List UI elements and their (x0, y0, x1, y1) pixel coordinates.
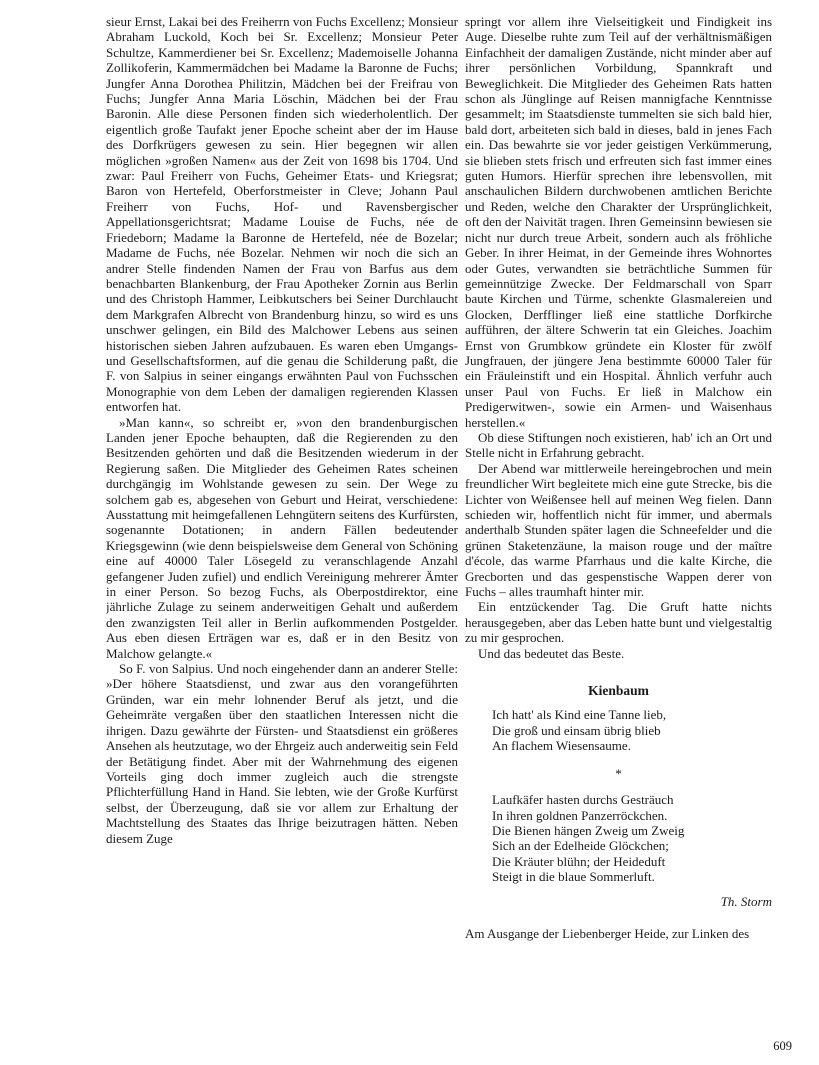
left-text-column (106, 14, 458, 1060)
paragraph: Und das bedeutet das Beste. (478, 645, 625, 661)
poem-stanza-2 (465, 792, 772, 884)
paragraph: Ein entzückender Tag. Die Gruft hatte nichts herausgegeben, aber das Leben hatte bunt und vielgestaltig zu mir gesprochen. (465, 599, 772, 646)
paragraph: Der Abend war mittlerweile hereingebrochen und mein freundlicher Wirt begleitete mich eine gute Strecke, bis die Lichter von Weißensee hell auf meinen Weg fielen. Dann schieden wir, hoffentlich nicht für immer, und abermals anderthalb Stunden später lagen die Schneefelder und die grünen Staketenzäune, la maison rouge und der maître d'école, das warme Pfarrhaus und die kalte Kirche, die Grecborten und das gespenstische Wappen derer von Fuchs – alles traumhaft hinter mir. (465, 460, 772, 600)
poem-line: Ich hatt' als Kind eine Tanne lieb, (492, 707, 667, 723)
poem-line: Die Kräuter blühn; der Heideduft (492, 853, 666, 869)
paragraph: »Man kann«, so schreibt er, »von den brandenburgischen Landen jener Epoche behaupten, daß die Regierenden zu den Besitzenden gehörten und daß die Besitzenden wiederum in der Regierung saßen. Die Mitglieder des Geheimen Rates scheinen durchgängig im Wohlstande gewesen zu sein. Der Wege zu solchem gab es, abgesehen von Geburt und Heirat, verschiedene: Ausstattung mit heimgefallenen Lehngütern seitens des Kurfürsten, sogenannte Dotationen; in andern Fällen bedeutender Kriegsgewinn (wie denn beispielsweise dem General von Schöning eine auf 40000 Taler Lösegeld zu veranschlagende Anzahl gefangener Juden zufiel) und endlich Vereinigung mehrerer Ämter in einer Person. So bezog Fuchs, als Oberpostdirektor, eine jährliche Zulage zu seinem anderweitigen Gehalt und außerdem den zwanzigsten Teil aller in Berlin aufkommenden Postgelder. Aus eben diesen Erträgen war es, daß er in den Besitz von Malchow gelangte.« (106, 414, 458, 661)
paragraph: sieur Ernst, Lakai bei des Freiherrn von Fuchs Excellenz; Monsieur Abraham Luckold, Koch bei Sr. Excellenz; Monsieur Peter Schultze, Kammerdiener bei Sr. Excellenz; Mademoiselle Johanna Zollikoferin, Kammermädchen bei Madame la Baronne de Fuchs; Jungfer Anna Dorothea Philitzin, Mädchen bei der Freifrau von Fuchs; Jungfer Anna Maria Löschin, Mädchen bei der Frau Baronin. Alle diese Personen finden sich wiederholentlich. Der eigentlich große Taufakt jener Epoche scheint aber der im Hause des Dorfkrügers gewesen zu sein. Hier begegnen wir allen möglichen »großen Namen« aus der Zeit von 1698 bis 1704. Und zwar: Paul Freiherr von Fuchs, Geheimer Etats- und Kriegsrat; Baron von Hertefeld, Oberforstmeister in Cleve; Johann Paul Freiherr von Fuchs, Hof- und Ravensbergischer Appellationsgerichtsrat; Madame Louise de Fuchs, née de Friedeborn; Madame la Baronne de Hertefeld, née de Bozelar; Madame de Fuchs, née Bozelar. Nehmen wir noch die sich an andrer Stelle findenden Namen der Frau von Barfus aus dem benachbarten Blankenburg, der Frau Apotheker Zornin aus Berlin und des Christoph Hammer, Leibkutschers bei Seiner Durchlaucht dem Markgrafen Albrecht von Brandenburg hinzu, so wird es uns unschwer gelingen, ein Bild des Malchower Lebens aus seinen historischen sieben Jahren aufzubauen. Es waren eben Umgangs- und Gesellschaftsformen, auf die genau die Schilderung paßt, die F. von Salpius in seiner eingangs erwähnten Paul von Fuchsschen Monographie von dem Leben der damaligen regierenden Klassen entworfen hat. (106, 14, 458, 415)
stanza-separator: * (615, 765, 622, 781)
poem-line: Die groß und einsam übrig blieb (492, 722, 661, 738)
paragraph: springt vor allem ihre Vielseitigkeit und Findigkeit ins Auge. Dieselbe ruhte zum Teil auf der verhältnismäßigen Einfachheit der damaligen Zustände, nicht minder aber auf ihrer persönlichen Vorbildung, Spannkraft und Beweglichkeit. Die Mitglieder des Geheimen Rats hatten schon als Jünglinge auf Reisen mannigfache Kenntnisse gesammelt; im Staatsdienste tummelten sie sich bald hier, bald dort, arbeiteten sich bald in dieses, bald in jenes Fach ein. Das bewahrte sie vor jeder geistigen Verkümmerung, sie blieben stets frisch und erfreuten sich fast immer eines guten Humors. Hierfür sprechen ihre lebensvollen, mit anschaulichen Bildern durchwobenen amtlichen Berichte und Reden, welche den Charakter der Ursprünglichkeit, oft den der Naivität tragen. Ihren Gemeinsinn bewiesen sie nicht nur durch treue Arbeit, sondern auch als fröhliche Geber. In ihrer Heimat, in der Gemeinde ihres Wohnortes oder Gutes, verwandten sie beträchtliche Summen für gemeinnützige Zwecke. Der Feldmarschall von Sparr baute Kirchen und Türme, schenkte Glasmalereien und Glocken, Derfflinger ließ eine stattliche Dorfkirche aufführen, der ältere Schwerin tat ein Gleiches. Joachim Ernst von Grumbkow gründete ein Kloster für zwölf Jungfrauen, der jüngere Jena bestimmte 60000 Taler für ein Fräuleinstift und ein Hospital. Ähnlich verfuhr auch unser Paul von Fuchs. Er ließ in Malchow ein Predigerwitwen-, sowie ein Armen- und Waisenhaus herstellen.« (465, 14, 772, 430)
poem-stanza-1 (465, 707, 772, 753)
poem-line: Sich an der Edelheide Glöckchen; (492, 838, 669, 854)
right-text-column (465, 14, 772, 1060)
chapter-heading: Kienbaum (588, 683, 649, 699)
poem-line: An flachem Wiesensaume. (492, 738, 631, 754)
poem-attribution: Th. Storm (720, 893, 772, 909)
paragraph: Ob diese Stiftungen noch existieren, hab' ich an Ort und Stelle nicht in Erfahrung gebracht. (465, 429, 772, 461)
poem-line: Steigt in die blaue Sommerluft. (492, 869, 655, 885)
poem-line: Die Bienen hängen Zweig um Zweig (492, 822, 685, 838)
poem-line: In ihren goldnen Panzerröckchen. (492, 807, 668, 823)
poem-line: Laufkäfer hasten durchs Gesträuch (492, 792, 674, 808)
paragraph: So F. von Salpius. Und noch eingehender dann an anderer Stelle: »Der höhere Staatsdienst, und zwar aus den vorangeführten Gründen, war ein mehr lohnender Beruf als jetzt, und die Geheimräte vergaßen über den staatlichen Interessen nicht die ihrigen. Dazu gewährte der Fürsten- und Staatsdienst ein größeres Ansehen als heutzutage, wo der Ehrgeiz auch anderweitig sein Feld der Betätigung findet. Aber mit der Wahrnehmung des eigenen Vorteils ging doch immer zugleich auch die strengste Pflichterfüllung Hand in Hand. Sie lebten, wie der Große Kurfürst selbst, der Überzeugung, daß sie vor allem zur Erhaltung der Machtstellung des Staates das Ihrige beizutragen hätten. Neben diesem Zuge (106, 661, 458, 846)
paragraph: Am Ausgange der Liebenberger Heide, zur Linken des (465, 925, 750, 941)
page-number: 609 (773, 1038, 792, 1053)
